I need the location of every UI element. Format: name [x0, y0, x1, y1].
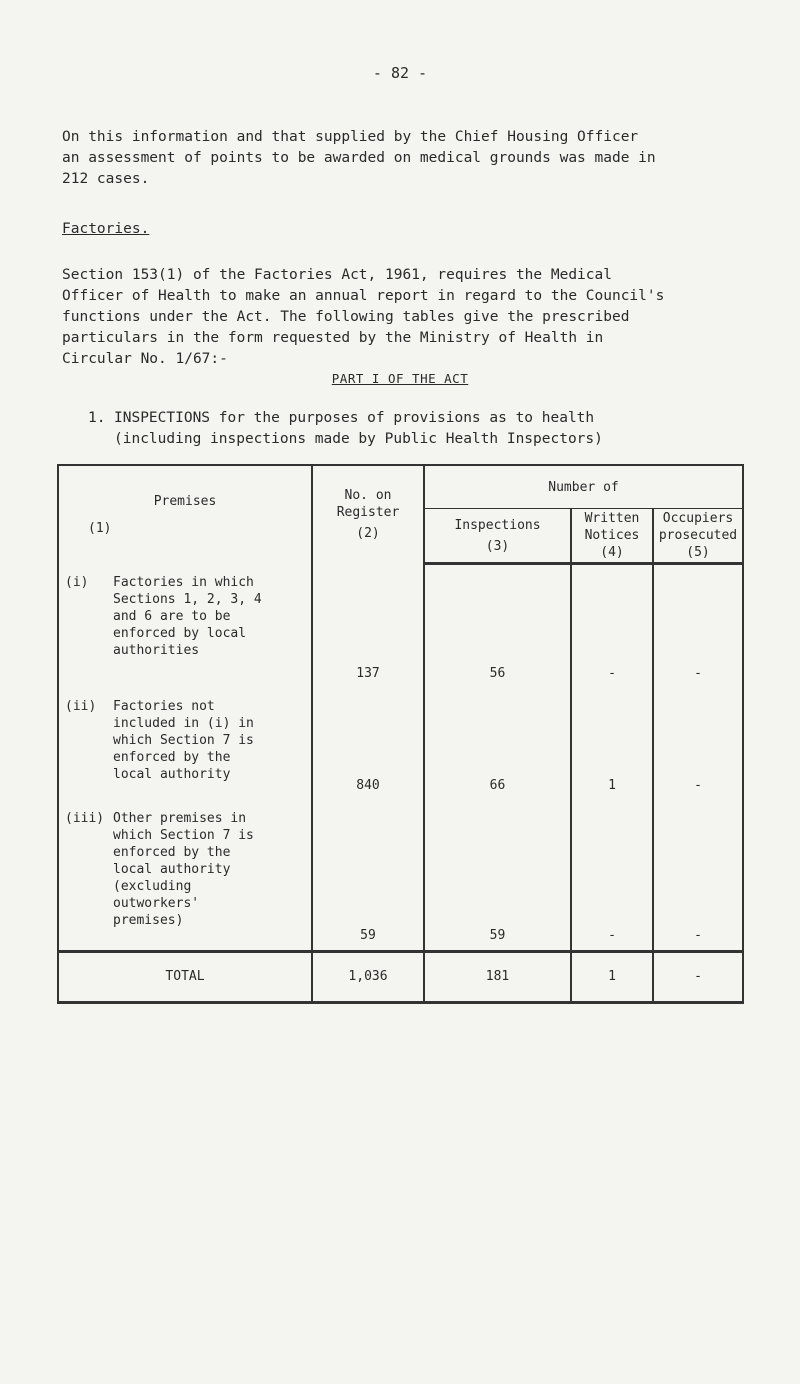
register-header [312, 465, 424, 564]
page-number: - 82 - [372, 64, 428, 82]
written-notices-header [571, 509, 653, 564]
premises-cell [58, 688, 312, 800]
row-label: (iii) [65, 810, 105, 826]
factories-heading: Factories. [62, 221, 150, 237]
inspections-heading-number: 1. [88, 410, 106, 426]
premises-column-number: (1) [88, 520, 112, 536]
total-prosecuted: - [653, 951, 743, 1002]
premises-header-label: Premises [153, 493, 217, 509]
inspections-column-number: (3) [485, 538, 510, 554]
premises-cell [58, 564, 312, 688]
inspections-heading-line1: INSPECTIONS for the purposes of provisions as to health [114, 410, 595, 426]
inspections-cell: 66 [424, 688, 571, 800]
row-label: (ii) [65, 698, 97, 714]
inspections-heading [88, 408, 728, 450]
inspections-cell: 59 [424, 800, 571, 952]
occupiers-column-number: (5) [686, 545, 710, 560]
inspections-cell: 56 [424, 564, 571, 688]
register-cell: 59 [312, 800, 424, 952]
table-row [58, 564, 743, 688]
table-row [58, 688, 743, 800]
notices-cell: - [571, 564, 653, 688]
premises-header [58, 465, 312, 564]
intro-paragraph: On this information and that supplied by the Chief Housing Officer an assessment of points to be awarded on medical grounds was made in 212 cases. [62, 129, 656, 187]
register-column-number: (2) [356, 526, 380, 542]
notices-cell: 1 [571, 688, 653, 800]
total-inspections: 181 [424, 951, 571, 1002]
occupiers-header [653, 509, 743, 564]
register-cell: 137 [312, 564, 424, 688]
factories-paragraph: Section 153(1) of the Factories Act, 1961, requires the Medical Officer of Health to make an annual report in regard to the Council's functions under the Act. The following tables give the prescribed particulars in the form requested by the Ministry of Health in Circular No. 1/67:- [62, 267, 665, 367]
premises-description: Factories not included in (i) in which Section 7 is enforced by the local authority [113, 698, 254, 782]
total-notices: 1 [571, 951, 653, 1002]
part-title: PART I OF THE ACT [331, 371, 469, 386]
inspections-table [57, 464, 744, 1004]
total-row [58, 951, 743, 1002]
total-register: 1,036 [312, 951, 424, 1002]
register-cell: 840 [312, 688, 424, 800]
row-label: (i) [65, 574, 89, 590]
inspections-heading-line2: (including inspections made by Public Health Inspectors) [114, 431, 603, 447]
premises-cell [58, 800, 312, 952]
table-row [58, 800, 743, 952]
written-notices-column-number: (4) [600, 545, 624, 560]
written-notices-header-label: Written Notices [584, 511, 640, 543]
premises-description: Other premises in which Section 7 is enforced by the local authority (excluding outworkers' premises) [113, 810, 254, 928]
prosecuted-cell: - [653, 688, 743, 800]
prosecuted-cell: - [653, 564, 743, 688]
number-of-header: Number of [424, 465, 743, 509]
register-header-label: No. on Register [336, 488, 400, 521]
total-label: TOTAL [58, 951, 312, 1002]
inspections-header [424, 509, 571, 564]
prosecuted-cell: - [653, 800, 743, 952]
premises-description: Factories in which Sections 1, 2, 3, 4 and 6 are to be enforced by local authorities [113, 574, 262, 658]
occupiers-header-label: Occupiers prosecuted [658, 511, 738, 543]
inspections-header-label: Inspections [454, 517, 541, 533]
notices-cell: - [571, 800, 653, 952]
